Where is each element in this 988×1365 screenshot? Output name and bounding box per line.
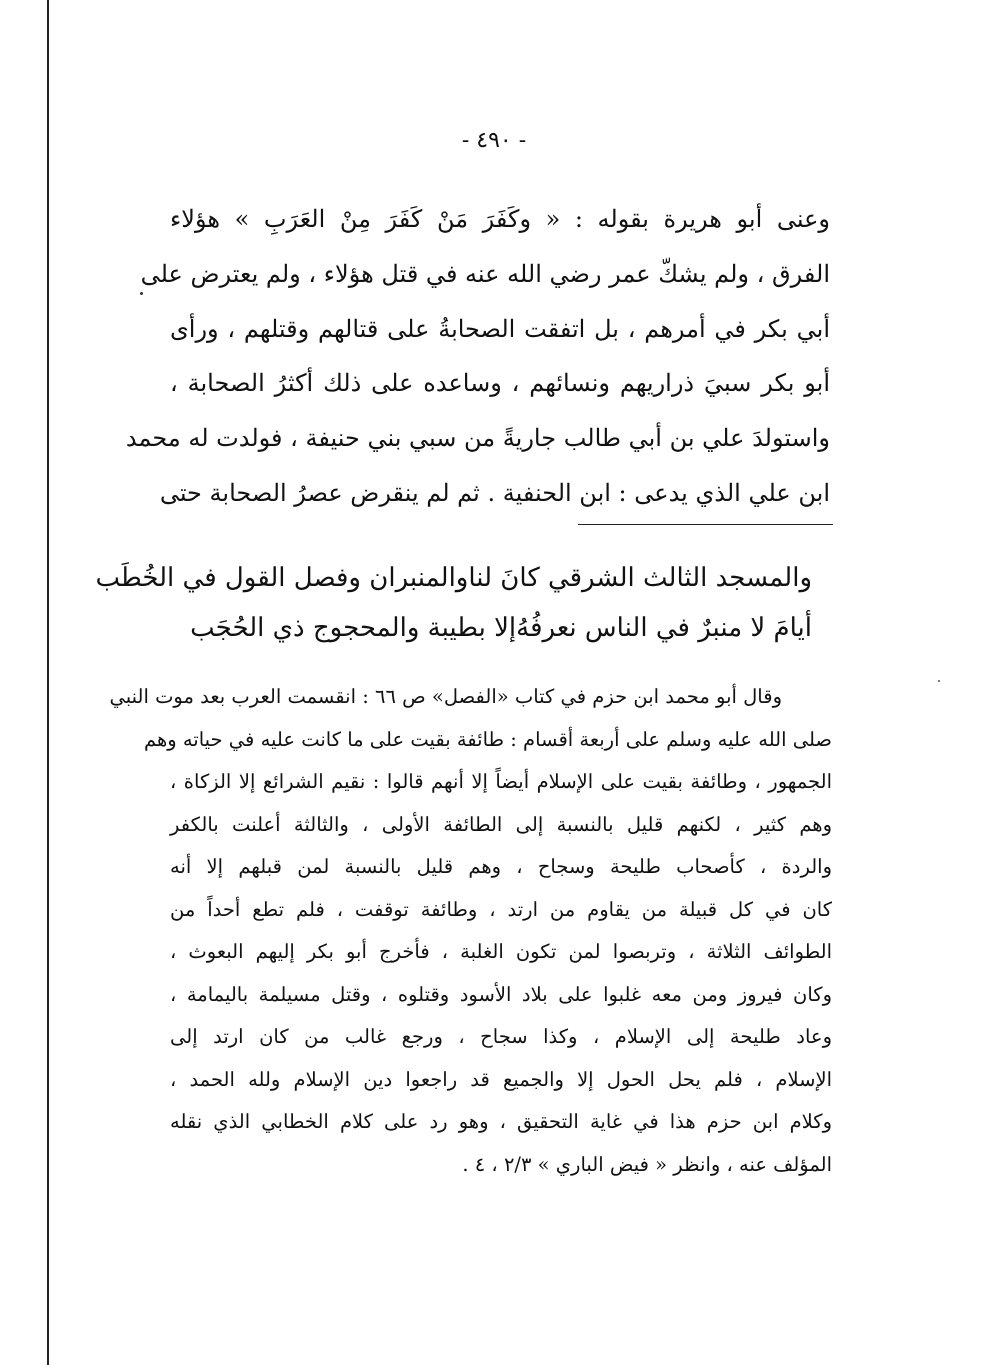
scan-speck	[938, 680, 940, 682]
footnote-line: الجمهور ، وطائفة بقيت على الإسلام أيضاً إلا أنهم قالوا : نقيم الشرائع إلا الزكاة ،	[170, 770, 832, 793]
main-text-block	[125, 192, 830, 521]
footnote-divider	[578, 524, 833, 525]
main-text-line: الفرق ، ولم يشكّ عمر رضي الله عنه في قتل هؤلاء ، ولم يعترض على	[140, 259, 830, 288]
main-text-line: واستولدَ علي بن أبي طالب جاريةً من سبي بني حنيفة ، فولدت له محمد	[125, 424, 830, 453]
verse-second-hemistich: والمنبران وفصل القول في الخُطَب	[95, 563, 469, 593]
footnote-line: وعاد طليحة إلى الإسلام ، وكذا سجاح ، ورجع غالب من كان ارتد إلى	[170, 1025, 832, 1048]
footnote-line: صلى الله عليه وسلم على أربعة أقسام : طائفة بقيت على ما كانت عليه في حياته وهم	[143, 727, 832, 751]
footnote-block	[109, 676, 832, 1186]
poem-block	[95, 553, 812, 653]
verse-first-hemistich: والمسجد الثالث الشرقي كانَ لنا	[468, 563, 812, 593]
verse-second-hemistich: إلا بطيبة والمحجوج ذي الحُجَب	[190, 613, 517, 643]
main-text-line: أبو بكر سبيَ ذراريهم ونسائهم ، وساعده على ذلك أكثرُ الصحابة ،	[170, 369, 830, 398]
poem-verse	[190, 603, 812, 653]
page-binding-edge	[47, 0, 49, 1365]
footnote-line: الطوائف الثلاثة ، وتربصوا لمن تكون الغلبة ، فأخرج أبو بكر إليهم البعوث ،	[170, 940, 832, 963]
footnote-line: وكلام ابن حزم هذا في غاية التحقيق ، وهو رد على كلام الخطابي الذي نقله	[170, 1110, 832, 1133]
footnote-line: الإسلام ، فلم يحل الحول إلا والجميع قد راجعوا دين الإسلام ولله الحمد ،	[170, 1067, 832, 1091]
footnote-line: وهم كثير ، لكنهم قليل بالنسبة إلى الطائفة الأولى ، والثالثة أعلنت بالكفر	[170, 812, 832, 836]
footnote-line: كان في كل قبيلة من يقاوم من ارتد ، وطائفة توقفت ، فلم تطع أحداً من	[170, 897, 832, 921]
main-text-line: أبي بكر في أمرهم ، بل اتفقت الصحابةُ على قتالهم وقتلهم ، ورأى	[170, 314, 830, 343]
footnote-line: والردة ، كأصحاب طليحة وسجاح ، وهم قليل بالنسبة لمن قبلهم إلا أنه	[170, 855, 832, 878]
poem-verse	[95, 553, 812, 603]
main-text-line: ابن علي الذي يدعى : ابن الحنفية . ثم لم ينقرض عصرُ الصحابة حتى	[159, 478, 830, 507]
footnote-line: وقال أبو محمد ابن حزم في كتاب «الفصل» ص ٦٦ : انقسمت العرب بعد موت النبي	[109, 685, 782, 708]
page-number: - ٤٩٠ -	[461, 128, 527, 153]
footnote-line: المؤلف عنه ، وانظر « فيض الباري » ٢/٣ ، ٤ .	[462, 1152, 832, 1176]
verse-first-hemistich: أيامَ لا منبرٌ في الناس نعرفُهُ	[516, 613, 812, 643]
main-text-line: وعنى أبو هريرة بقوله : « وكَفَرَ مَنْ كَفَرَ مِنْ العَرَبِ » هؤلاء	[170, 205, 830, 233]
footnote-line: وكان فيروز ومن معه غلبوا على بلاد الأسود وقتلوه ، وقتل مسيلمة باليمامة ،	[170, 982, 832, 1006]
